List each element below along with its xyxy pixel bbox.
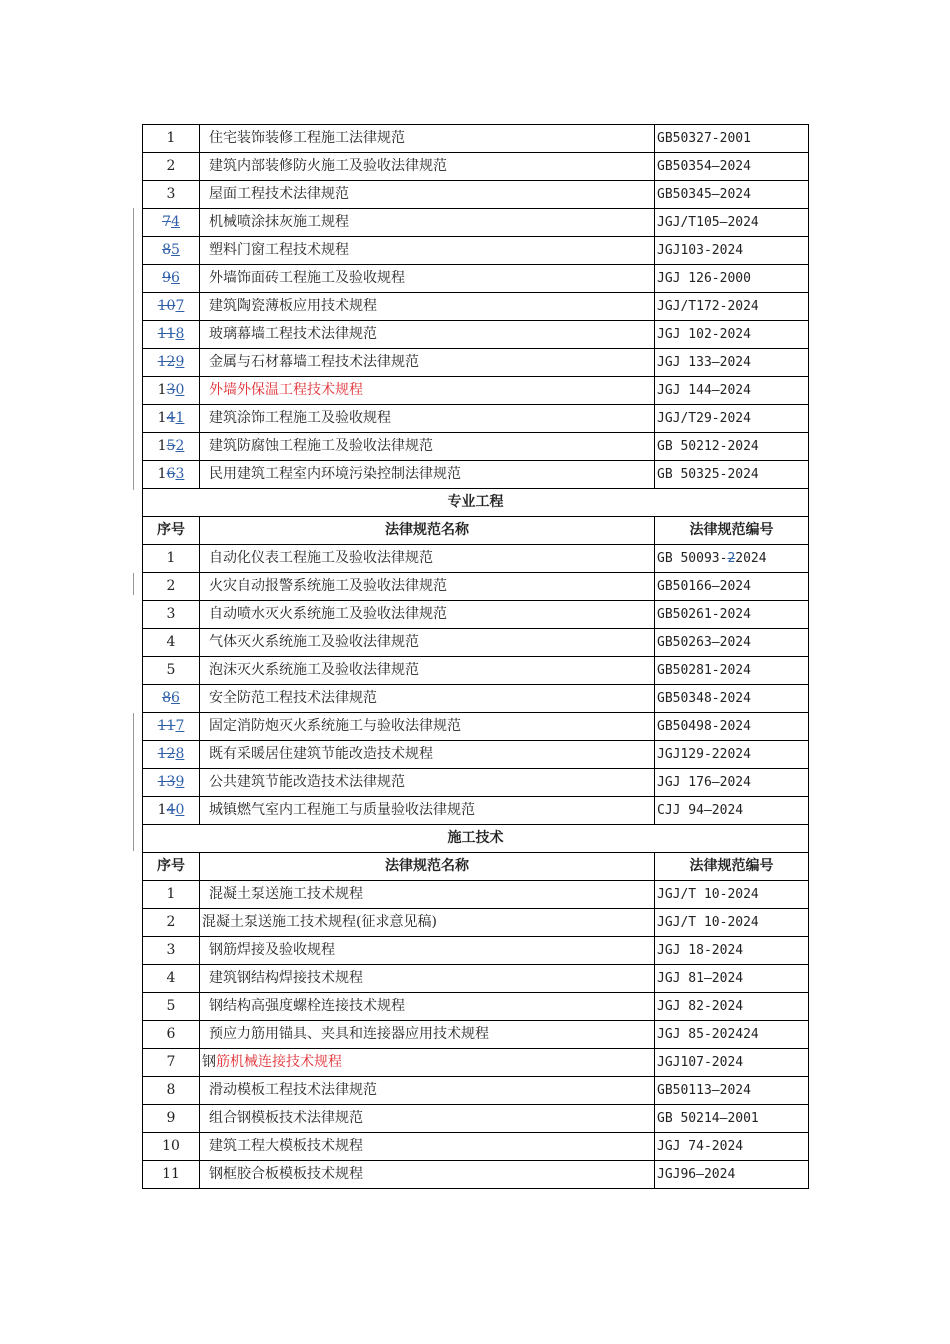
standard-code: JGJ/T172-2024: [655, 293, 809, 321]
table-row: [143, 349, 809, 377]
row-number: 6: [143, 1021, 200, 1049]
column-header-code: 法律规范编号: [655, 517, 809, 545]
table-row: [143, 405, 809, 433]
standard-code: JGJ/T29-2024: [655, 405, 809, 433]
standard-code: GB50345—2024: [655, 181, 809, 209]
table-row: [143, 265, 809, 293]
row-number: 7: [143, 1049, 200, 1077]
standard-code: JGJ/T105—2024: [655, 209, 809, 237]
standard-name: 城镇燃气室内工程施工与质量验收法律规范: [200, 797, 655, 825]
row-number: [143, 461, 200, 489]
row-number: [143, 405, 200, 433]
standard-code: GB 50214—2001: [655, 1105, 809, 1133]
table-row: [143, 965, 809, 993]
table-row: [143, 181, 809, 209]
standard-name: 建筑内部装修防火施工及验收法律规范: [200, 153, 655, 181]
table-row: [143, 1105, 809, 1133]
row-number: 3: [143, 181, 200, 209]
row-number-inserted: 7: [175, 718, 185, 734]
row-number-inserted: 2: [175, 438, 185, 454]
standard-code: JGJ/T 10-2024: [655, 909, 809, 937]
row-number: 3: [143, 937, 200, 965]
row-number-inserted: 5: [171, 242, 180, 258]
row-number-deleted: 6: [166, 466, 176, 482]
standard-code: GB50281-2024: [655, 657, 809, 685]
standard-code: GB50327-2001: [655, 125, 809, 153]
row-number-inserted: 9: [175, 774, 185, 790]
row-number-inserted: 0: [175, 382, 185, 398]
table-row: [143, 237, 809, 265]
table-row: [143, 601, 809, 629]
table-row: [143, 321, 809, 349]
standard-code: GB50113—2024: [655, 1077, 809, 1105]
standard-code: GB50354—2024: [655, 153, 809, 181]
table-row: [143, 1133, 809, 1161]
row-number-deleted: 10: [157, 298, 176, 314]
standard-name: 建筑防腐蚀工程施工及验收法律规范: [200, 433, 655, 461]
row-number-inserted: 8: [175, 746, 185, 762]
row-number: 1: [143, 881, 200, 909]
row-number-deleted: 3: [166, 382, 176, 398]
standard-name: 住宅装饰装修工程施工法律规范: [200, 125, 655, 153]
row-number: [143, 209, 200, 237]
standard-code: JGJ 18-2024: [655, 937, 809, 965]
row-number-deleted: 11: [157, 326, 176, 342]
row-number-deleted: 5: [166, 438, 176, 454]
standard-name: [200, 1049, 655, 1077]
standard-name: 自动化仪表工程施工及验收法律规范: [200, 545, 655, 573]
standard-code: JGJ107-2024: [655, 1049, 809, 1077]
standard-name: 建筑工程大模板技术规程: [200, 1133, 655, 1161]
standard-name: 金属与石材幕墙工程技术法律规范: [200, 349, 655, 377]
standard-code: JGJ96—2024: [655, 1161, 809, 1189]
standard-code: GB50263—2024: [655, 629, 809, 657]
standard-code: CJJ 94—2024: [655, 797, 809, 825]
standards-table: [142, 124, 809, 1189]
section-title: 施工技术: [143, 825, 809, 853]
table-row: [143, 433, 809, 461]
row-number: 11: [143, 1161, 200, 1189]
standard-code: GB50166—2024: [655, 573, 809, 601]
standard-code: JGJ 133—2024: [655, 349, 809, 377]
standard-name: 钢结构高强度螺栓连接技术规程: [200, 993, 655, 1021]
table-row: [143, 993, 809, 1021]
row-number-inserted: 7: [175, 298, 185, 314]
standard-name: 建筑涂饰工程施工及验收规程: [200, 405, 655, 433]
standard-code: [655, 545, 809, 573]
row-number-deleted: 4: [166, 802, 176, 818]
standard-name-part: 钢: [202, 1054, 216, 1070]
standard-name: 玻璃幕墙工程技术法律规范: [200, 321, 655, 349]
table-row: [143, 769, 809, 797]
standard-name: 泡沫灭火系统施工及验收法律规范: [200, 657, 655, 685]
standard-name: 气体灭火系统施工及验收法律规范: [200, 629, 655, 657]
row-number: [143, 741, 200, 769]
standard-name: 公共建筑节能改造技术法律规范: [200, 769, 655, 797]
standard-name: 机械喷涂抹灰施工规程: [200, 209, 655, 237]
table-row: [143, 293, 809, 321]
row-number-kept: 1: [157, 438, 167, 454]
column-header-name: 法律规范名称: [200, 853, 655, 881]
table-row: [143, 209, 809, 237]
standard-name: 固定消防炮灭火系统施工与验收法律规范: [200, 713, 655, 741]
row-number-inserted: 6: [171, 270, 180, 286]
row-number-inserted: 3: [175, 466, 185, 482]
row-number: [143, 265, 200, 293]
standard-name: 火灾自动报警系统施工及验收法律规范: [200, 573, 655, 601]
header-row: [143, 853, 809, 881]
row-number-inserted: 1: [175, 410, 185, 426]
standard-code-part: 2024: [735, 551, 767, 566]
row-number-deleted: 8: [162, 690, 171, 706]
row-number: [143, 377, 200, 405]
row-number-deleted: 4: [166, 410, 176, 426]
row-number: [143, 685, 200, 713]
row-number: 1: [143, 125, 200, 153]
row-number-inserted: 8: [175, 326, 185, 342]
standard-code: GB50261-2024: [655, 601, 809, 629]
standard-name: 安全防范工程技术法律规范: [200, 685, 655, 713]
table-row: [143, 545, 809, 573]
standard-name: 建筑钢结构焊接技术规程: [200, 965, 655, 993]
table-row: [143, 713, 809, 741]
table-row: [143, 741, 809, 769]
table-row: [143, 685, 809, 713]
row-number-deleted: 8: [162, 242, 171, 258]
standard-name: 混凝土泵送施工技术规程: [200, 881, 655, 909]
row-number-deleted: 13: [157, 774, 176, 790]
row-number: 5: [143, 993, 200, 1021]
row-number: [143, 797, 200, 825]
row-number: 2: [143, 909, 200, 937]
table-row: [143, 1021, 809, 1049]
row-number-inserted: 9: [175, 354, 185, 370]
header-row: [143, 517, 809, 545]
column-header-number: 序号: [143, 853, 200, 881]
standard-name: 既有采暖居住建筑节能改造技术规程: [200, 741, 655, 769]
row-number: [143, 237, 200, 265]
standard-code: JGJ129-22024: [655, 741, 809, 769]
standard-name-highlight: 筋机械连接技术规程: [216, 1054, 342, 1070]
standard-name: 钢框胶合板模板技术规程: [200, 1161, 655, 1189]
row-number: [143, 713, 200, 741]
row-number-deleted: 12: [157, 746, 176, 762]
row-number-deleted: 9: [162, 270, 171, 286]
row-number: 4: [143, 965, 200, 993]
table-row: [143, 629, 809, 657]
standard-code: JGJ 82-2024: [655, 993, 809, 1021]
standard-code: GB50348-2024: [655, 685, 809, 713]
row-number: 10: [143, 1133, 200, 1161]
standard-name: 钢筋焊接及验收规程: [200, 937, 655, 965]
table-row: [143, 1077, 809, 1105]
row-number: [143, 433, 200, 461]
table-row: [143, 937, 809, 965]
row-number-deleted: 12: [157, 354, 176, 370]
column-header-number: 序号: [143, 517, 200, 545]
row-number-kept: 1: [157, 466, 167, 482]
section-title-row: [143, 489, 809, 517]
standard-code: JGJ 74-2024: [655, 1133, 809, 1161]
row-number-deleted: 11: [157, 718, 176, 734]
standard-code: GB 50212-2024: [655, 433, 809, 461]
standard-name: 建筑陶瓷薄板应用技术规程: [200, 293, 655, 321]
row-number: 9: [143, 1105, 200, 1133]
table-row: [143, 657, 809, 685]
row-number: [143, 293, 200, 321]
revision-bar: [133, 573, 134, 595]
row-number-kept: 1: [157, 382, 167, 398]
revision-bar: [133, 713, 134, 851]
row-number: 3: [143, 601, 200, 629]
row-number: [143, 321, 200, 349]
row-number: [143, 769, 200, 797]
section-title-row: [143, 825, 809, 853]
standard-name: 自动喷水灭火系统施工及验收法律规范: [200, 601, 655, 629]
row-number: 5: [143, 657, 200, 685]
standard-code: JGJ 144—2024: [655, 377, 809, 405]
column-header-name: 法律规范名称: [200, 517, 655, 545]
standard-name: 滑动模板工程技术法律规范: [200, 1077, 655, 1105]
standard-name: 外墙饰面砖工程施工及验收规程: [200, 265, 655, 293]
row-number: [143, 349, 200, 377]
row-number-inserted: 4: [171, 214, 180, 230]
table-row: [143, 377, 809, 405]
standard-code-deleted: 2: [727, 551, 736, 566]
row-number: 2: [143, 573, 200, 601]
row-number-kept: 1: [157, 410, 167, 426]
table-row: [143, 797, 809, 825]
row-number-kept: 1: [157, 802, 167, 818]
standard-code: JGJ 126-2000: [655, 265, 809, 293]
row-number: 4: [143, 629, 200, 657]
standard-name: 混凝土泵送施工技术规程(征求意见稿): [200, 909, 655, 937]
standard-code: JGJ 81—2024: [655, 965, 809, 993]
standard-code: JGJ103-2024: [655, 237, 809, 265]
row-number: 2: [143, 153, 200, 181]
standard-code-part: GB 50093-: [657, 551, 728, 566]
row-number: 8: [143, 1077, 200, 1105]
table-row: [143, 1049, 809, 1077]
section-title: 专业工程: [143, 489, 809, 517]
row-number-deleted: 7: [162, 214, 171, 230]
standard-code: GB 50325-2024: [655, 461, 809, 489]
standard-name: 民用建筑工程室内环境污染控制法律规范: [200, 461, 655, 489]
standard-code: JGJ 85-202424: [655, 1021, 809, 1049]
row-number-inserted: 6: [171, 690, 180, 706]
standard-name: 外墙外保温工程技术规程: [200, 377, 655, 405]
table-row: [143, 881, 809, 909]
standard-code: JGJ/T 10-2024: [655, 881, 809, 909]
table-row: [143, 573, 809, 601]
table-row: [143, 153, 809, 181]
table-row: [143, 125, 809, 153]
standard-code: JGJ 102-2024: [655, 321, 809, 349]
standard-code: JGJ 176—2024: [655, 769, 809, 797]
standard-name: 屋面工程技术法律规范: [200, 181, 655, 209]
standard-code: GB50498-2024: [655, 713, 809, 741]
row-number: 1: [143, 545, 200, 573]
revision-bar: [133, 208, 134, 490]
table-row: [143, 461, 809, 489]
standard-name: 组合钢模板技术法律规范: [200, 1105, 655, 1133]
row-number-inserted: 0: [175, 802, 185, 818]
standard-name: 预应力筋用锚具、夹具和连接器应用技术规程: [200, 1021, 655, 1049]
column-header-code: 法律规范编号: [655, 853, 809, 881]
standard-name: 塑料门窗工程技术规程: [200, 237, 655, 265]
table-row: [143, 909, 809, 937]
table-row: [143, 1161, 809, 1189]
